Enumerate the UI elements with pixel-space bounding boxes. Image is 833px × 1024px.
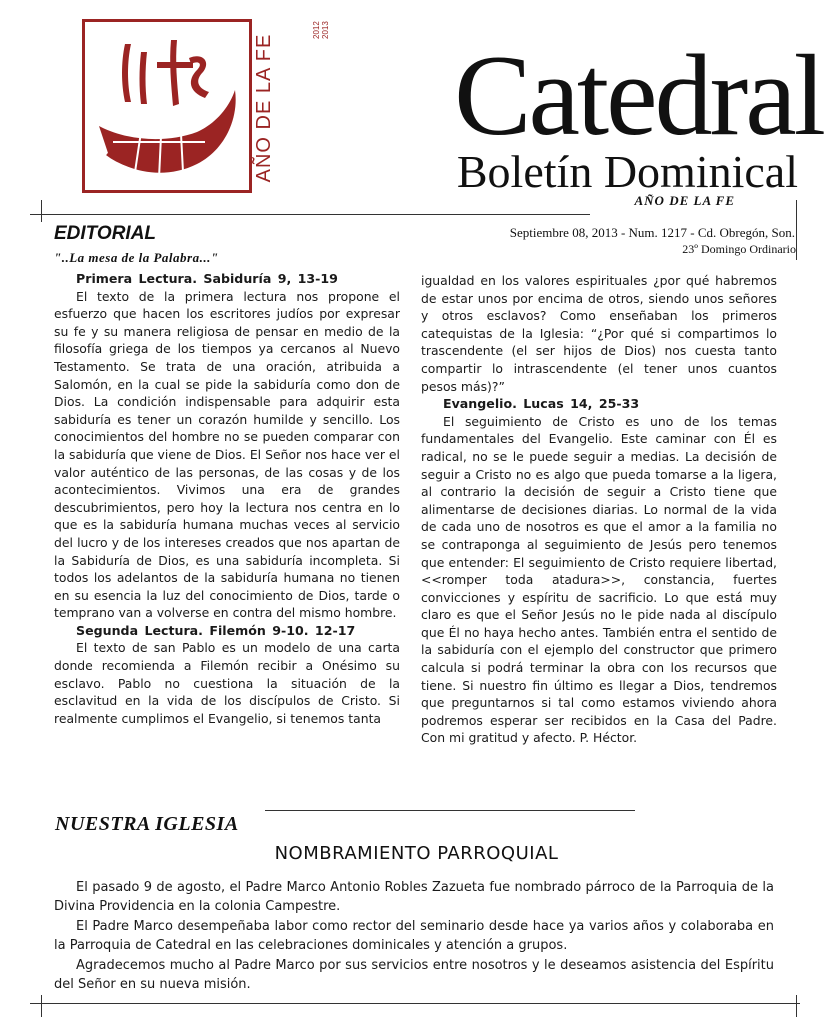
- second-reading-continued: igualdad en los valores espirituales ¿por qué habremos de estar unos por encima de otros, siendo unos señores y otros esclavos? Como enseñaban los primeros catequistas de la Iglesia: “¿Por qué si compartimos lo trascendente (el ser hijos de Dios) nos cuesta tanto compartir lo intrascendente (el tener unos cuantos pesos más)?”: [421, 273, 777, 394]
- logo-year-end: 2013: [321, 21, 330, 39]
- section-divider: [265, 810, 635, 811]
- gospel-text: El seguimiento de Cristo es uno de los temas fundamentales del Evangelio. Este caminar con Él es radical, no se le puede seguir a medias. La decisión de seguir a Cristo no es algo que pueda tomarse a la ligera, al contrario la decisión de seguir a Cristo tiene que alimentarse de decisiones diarias. Lo normal de la vida de cada uno de nosotros es que el amor a la familia no se contraponga al seguimiento de Jesús pero tenemos que entender: El seguimiento de Cristo requiere libertad, <<romper toda atadura>>, constancia, fuertes convicciones y espíritu de sacrificio. Lo que está muy claro es que el Señor Jesús no le pide nada al discípulo que Él no haya hecho antes. También entra el sentido de la sabiduría con el ejemplo del constructor que primero calcula si podrá terminar la obra con los recursos que tiene. Si nuestro fin último es llegar a Dios, tendremos que preguntarnos si tal como estamos viviendo ahora podremos esperar ser recibidos en la Casa del Padre. Con mi gratitud y afecto. P. Héctor.: [421, 413, 777, 746]
- news-paragraph: Agradecemos mucho al Padre Marco por sus servicios entre nosotros y le deseamos asistencia del Espíritu del Señor en su nueva misión.: [54, 957, 774, 993]
- editorial-column-left: [54, 270, 400, 727]
- issue-info: Septiembre 08, 2013 - Num. 1217 - Cd. Obregón, Son.: [509, 225, 795, 240]
- logo-emblem: [82, 19, 252, 193]
- news-paragraph: El pasado 9 de agosto, el Padre Marco Antonio Robles Zazueta fue nombrado párroco de la Parroquia de la Divina Providencia en la colonia Campestre.: [54, 880, 774, 915]
- news-body: [54, 878, 774, 994]
- logo-vertical-text: [253, 19, 330, 197]
- logo-year-start: 2012: [312, 21, 321, 39]
- second-reading-text: El texto de san Pablo es un modelo de una carta donde recomienda a Filemón recibir a Onésimo su esclavo. Pablo no cuestiona la situación de la esclavitud en la vida de los discípulos de Cristo. Si realmente cumplimos el Evangelio, si tenemos tanta: [54, 640, 400, 726]
- editorial-column-right: [421, 272, 777, 747]
- bottom-right-crop-mark: [796, 995, 797, 1017]
- header-divider: [30, 214, 590, 215]
- logo-years: [312, 0, 332, 39]
- editorial-subtitle: "..La mesa de la Palabra...": [54, 250, 219, 265]
- newsletter-subtitle: Boletín Dominical: [456, 146, 798, 197]
- logo-text: AÑO DE LA FE: [253, 33, 275, 183]
- year-banner: AÑO DE LA FE: [634, 193, 735, 208]
- year-of-faith-logo: [82, 19, 330, 197]
- editorial-heading: EDITORIAL: [54, 223, 157, 244]
- bottom-left-crop-mark: [41, 995, 42, 1017]
- news-paragraph: El Padre Marco desempeñaba labor como rector del seminario desde hace ya varios años y colaboraba en la Parroquia de Catedral en las celebraciones dominicales y atención a grupos.: [54, 918, 774, 954]
- left-crop-mark: [41, 200, 42, 222]
- first-reading-text: El texto de la primera lectura nos propone el esfuerzo que hacen los escritores judíos por expresar su fe y su manera religiosa de pensar en medio de la filosofía griega de los tiempos ya cercanos al Nuevo Testamento. Se trata de una oración, atribuida a Salomón, en la cual se pide la sabiduría como don de Dios. La condición indispensable para adquirir esta sabiduría es tener un corazón humilde y sencillo. Los conocimientos del hombre no se pueden comparar con la sabiduría que viene de Dios. El Señor nos hace ver el valor auténtico de las personas, de las cosas y de los acontecimientos. Vivimos una era de grandes descubrimientos, pero hoy la lectura nos centra en lo que es la sabiduría humana muchas veces al servicio del lucro y de los intereses creados que nos apartan de la Sabiduría de Dios, es una sabiduría incompleta. Si todos los adelantos de la sabiduría humana no tienen en su esencia la luz del conocimiento de Dios, tarde o temprano van a volverse en contra del mismo hombre.: [54, 288, 400, 621]
- section-heading: NUESTRA IGLESIA: [55, 813, 239, 835]
- column-gutter: [410, 272, 411, 802]
- boat-cross-icon: [85, 22, 249, 190]
- gospel-heading: Evangelio. Lucas 14, 25-33: [443, 396, 640, 412]
- news-title: NOMBRAMIENTO PARROQUIAL: [274, 843, 559, 864]
- liturgical-sunday: 23º Domingo Ordinario: [682, 242, 796, 256]
- first-reading-heading: Primera Lectura. Sabiduría 9, 13-19: [76, 271, 338, 286]
- second-reading-heading: Segunda Lectura. Filemón 9-10. 12-17: [76, 622, 356, 638]
- right-divider: [796, 200, 797, 260]
- newsletter-title: Catedral: [454, 32, 823, 160]
- footer-divider: [30, 1003, 800, 1004]
